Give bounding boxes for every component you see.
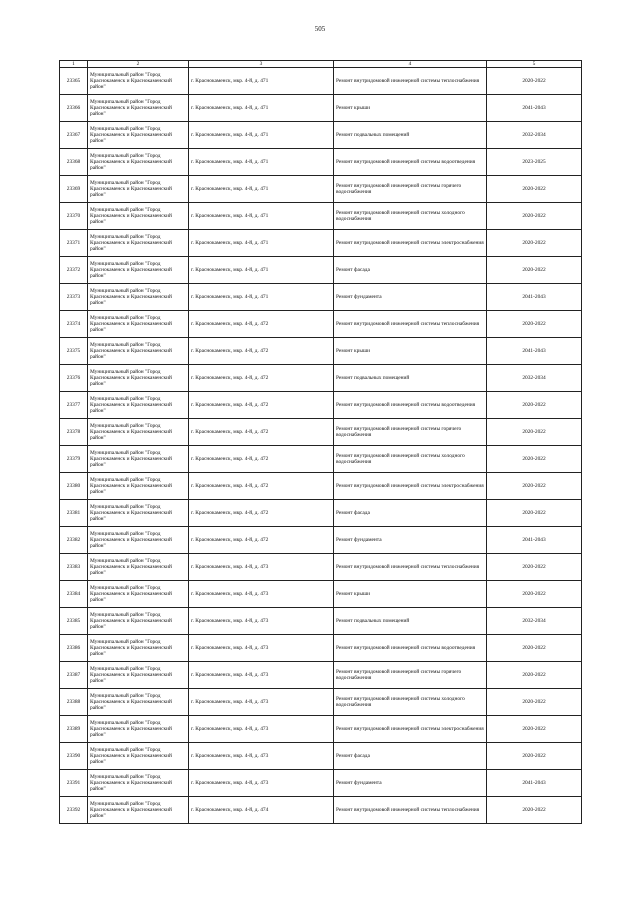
district-cell: Муниципальный район "Город Краснокаменск и Краснокаменский район"	[88, 122, 189, 149]
address-cell: г. Краснокаменск, мкр. 4-й, д. 474	[189, 797, 334, 824]
row-number-cell: 23369	[60, 176, 88, 203]
table-row	[60, 203, 582, 230]
row-number-cell: 23379	[60, 446, 88, 473]
period-cell: 2023-2025	[487, 149, 582, 176]
work-type-cell: Ремонт внутридомовой инженерной системы электроснабжения	[334, 716, 487, 743]
district-cell: Муниципальный район "Город Краснокаменск и Краснокаменский район"	[88, 149, 189, 176]
period-cell: 2020-2022	[487, 581, 582, 608]
row-number-cell: 23382	[60, 527, 88, 554]
table-row	[60, 149, 582, 176]
table-row	[60, 284, 582, 311]
work-type-cell: Ремонт фундамента	[334, 770, 487, 797]
row-number-cell: 23385	[60, 608, 88, 635]
district-cell: Муниципальный район "Город Краснокаменск и Краснокаменский район"	[88, 257, 189, 284]
table-row	[60, 446, 582, 473]
period-cell: 2020-2022	[487, 473, 582, 500]
work-type-cell: Ремонт внутридомовой инженерной системы водоотведения	[334, 149, 487, 176]
table-body	[60, 68, 582, 824]
row-number-cell: 23386	[60, 635, 88, 662]
work-type-cell: Ремонт внутридомовой инженерной системы электроснабжения	[334, 473, 487, 500]
period-cell: 2041-2043	[487, 95, 582, 122]
address-cell: г. Краснокаменск, мкр. 4-й, д. 471	[189, 122, 334, 149]
address-cell: г. Краснокаменск, мкр. 4-й, д. 471	[189, 284, 334, 311]
address-cell: г. Краснокаменск, мкр. 4-й, д. 472	[189, 365, 334, 392]
work-type-cell: Ремонт фундамента	[334, 284, 487, 311]
address-cell: г. Краснокаменск, мкр. 4-й, д. 471	[189, 95, 334, 122]
period-cell: 2041-2043	[487, 770, 582, 797]
row-number-cell: 23392	[60, 797, 88, 824]
district-cell: Муниципальный район "Город Краснокаменск и Краснокаменский район"	[88, 68, 189, 95]
table-row	[60, 743, 582, 770]
column-header: 1	[60, 61, 88, 68]
work-type-cell: Ремонт внутридомовой инженерной системы теплоснабжения	[334, 311, 487, 338]
period-cell: 2020-2022	[487, 257, 582, 284]
row-number-cell: 23373	[60, 284, 88, 311]
district-cell: Муниципальный район "Город Краснокаменск и Краснокаменский район"	[88, 338, 189, 365]
work-type-cell: Ремонт внутридомовой инженерной системы холодного водоснабжения	[334, 446, 487, 473]
address-cell: г. Краснокаменск, мкр. 4-й, д. 472	[189, 311, 334, 338]
row-number-cell: 23366	[60, 95, 88, 122]
row-number-cell: 23367	[60, 122, 88, 149]
column-header: 5	[487, 61, 582, 68]
district-cell: Муниципальный район "Город Краснокаменск и Краснокаменский район"	[88, 527, 189, 554]
district-cell: Муниципальный район "Город Краснокаменск и Краснокаменский район"	[88, 176, 189, 203]
row-number-cell: 23381	[60, 500, 88, 527]
work-type-cell: Ремонт фасада	[334, 743, 487, 770]
table-row	[60, 716, 582, 743]
address-cell: г. Краснокаменск, мкр. 4-й, д. 472	[189, 473, 334, 500]
row-number-cell: 23378	[60, 419, 88, 446]
work-type-cell: Ремонт фундамента	[334, 527, 487, 554]
period-cell: 2020-2022	[487, 230, 582, 257]
row-number-cell: 23374	[60, 311, 88, 338]
row-number-cell: 23375	[60, 338, 88, 365]
work-type-cell: Ремонт крыши	[334, 95, 487, 122]
period-cell: 2032-2034	[487, 608, 582, 635]
district-cell: Муниципальный район "Город Краснокаменск и Краснокаменский район"	[88, 635, 189, 662]
address-cell: г. Краснокаменск, мкр. 4-й, д. 471	[189, 176, 334, 203]
period-cell: 2020-2022	[487, 662, 582, 689]
period-cell: 2032-2034	[487, 365, 582, 392]
work-type-cell: Ремонт подвальных помещений	[334, 122, 487, 149]
address-cell: г. Краснокаменск, мкр. 4-й, д. 471	[189, 149, 334, 176]
work-type-cell: Ремонт внутридомовой инженерной системы холодного водоснабжения	[334, 689, 487, 716]
district-cell: Муниципальный район "Город Краснокаменск и Краснокаменский район"	[88, 554, 189, 581]
table-row	[60, 581, 582, 608]
district-cell: Муниципальный район "Город Краснокаменск и Краснокаменский район"	[88, 446, 189, 473]
work-type-cell: Ремонт внутридомовой инженерной системы горячего водоснабжения	[334, 419, 487, 446]
work-type-cell: Ремонт подвальных помещений	[334, 365, 487, 392]
period-cell: 2020-2022	[487, 743, 582, 770]
address-cell: г. Краснокаменск, мкр. 4-й, д. 472	[189, 527, 334, 554]
table-row	[60, 230, 582, 257]
period-cell: 2020-2022	[487, 797, 582, 824]
period-cell: 2020-2022	[487, 311, 582, 338]
row-number-cell: 23389	[60, 716, 88, 743]
table-row	[60, 311, 582, 338]
work-type-cell: Ремонт внутридомовой инженерной системы горячего водоснабжения	[334, 176, 487, 203]
column-number-row	[60, 61, 582, 68]
row-number-cell: 23377	[60, 392, 88, 419]
column-header: 4	[334, 61, 487, 68]
work-type-cell: Ремонт подвальных помещений	[334, 608, 487, 635]
row-number-cell: 23368	[60, 149, 88, 176]
page-number: 505	[314, 25, 326, 33]
period-cell: 2020-2022	[487, 554, 582, 581]
district-cell: Муниципальный район "Город Краснокаменск и Краснокаменский район"	[88, 392, 189, 419]
address-cell: г. Краснокаменск, мкр. 4-й, д. 473	[189, 770, 334, 797]
table-row	[60, 608, 582, 635]
row-number-cell: 23391	[60, 770, 88, 797]
row-number-cell: 23388	[60, 689, 88, 716]
district-cell: Муниципальный район "Город Краснокаменск и Краснокаменский район"	[88, 95, 189, 122]
work-type-cell: Ремонт внутридомовой инженерной системы водоотведения	[334, 392, 487, 419]
work-type-cell: Ремонт внутридомовой инженерной системы горячего водоснабжения	[334, 662, 487, 689]
period-cell: 2020-2022	[487, 500, 582, 527]
row-number-cell: 23384	[60, 581, 88, 608]
table-row	[60, 554, 582, 581]
address-cell: г. Краснокаменск, мкр. 4-й, д. 471	[189, 203, 334, 230]
table-row	[60, 500, 582, 527]
address-cell: г. Краснокаменск, мкр. 4-й, д. 473	[189, 581, 334, 608]
address-cell: г. Краснокаменск, мкр. 4-й, д. 473	[189, 554, 334, 581]
address-cell: г. Краснокаменск, мкр. 4-й, д. 471	[189, 257, 334, 284]
row-number-cell: 23383	[60, 554, 88, 581]
table-row	[60, 419, 582, 446]
address-cell: г. Краснокаменск, мкр. 4-й, д. 472	[189, 419, 334, 446]
table-row	[60, 68, 582, 95]
column-header: 2	[88, 61, 189, 68]
district-cell: Муниципальный район "Город Краснокаменск и Краснокаменский район"	[88, 581, 189, 608]
work-type-cell: Ремонт внутридомовой инженерной системы теплоснабжения	[334, 68, 487, 95]
table-row	[60, 473, 582, 500]
table-row	[60, 95, 582, 122]
district-cell: Муниципальный район "Город Краснокаменск и Краснокаменский район"	[88, 284, 189, 311]
period-cell: 2020-2022	[487, 203, 582, 230]
row-number-cell: 23376	[60, 365, 88, 392]
table-row	[60, 176, 582, 203]
row-number-cell: 23371	[60, 230, 88, 257]
address-cell: г. Краснокаменск, мкр. 4-й, д. 472	[189, 500, 334, 527]
district-cell: Муниципальный район "Город Краснокаменск и Краснокаменский район"	[88, 203, 189, 230]
work-type-cell: Ремонт крыши	[334, 581, 487, 608]
row-number-cell: 23390	[60, 743, 88, 770]
row-number-cell: 23372	[60, 257, 88, 284]
address-cell: г. Краснокаменск, мкр. 4-й, д. 473	[189, 635, 334, 662]
row-number-cell: 23380	[60, 473, 88, 500]
address-cell: г. Краснокаменск, мкр. 4-й, д. 472	[189, 446, 334, 473]
district-cell: Муниципальный район "Город Краснокаменск и Краснокаменский район"	[88, 365, 189, 392]
table-row	[60, 365, 582, 392]
table-header	[60, 61, 582, 68]
repair-schedule-table	[59, 60, 582, 824]
district-cell: Муниципальный район "Город Краснокаменск и Краснокаменский район"	[88, 797, 189, 824]
district-cell: Муниципальный район "Город Краснокаменск и Краснокаменский район"	[88, 230, 189, 257]
table-row	[60, 797, 582, 824]
table-row	[60, 770, 582, 797]
table-row	[60, 662, 582, 689]
period-cell: 2041-2043	[487, 527, 582, 554]
table-row	[60, 527, 582, 554]
period-cell: 2020-2022	[487, 176, 582, 203]
work-type-cell: Ремонт внутридомовой инженерной системы холодного водоснабжения	[334, 203, 487, 230]
period-cell: 2020-2022	[487, 716, 582, 743]
address-cell: г. Краснокаменск, мкр. 4-й, д. 472	[189, 392, 334, 419]
address-cell: г. Краснокаменск, мкр. 4-й, д. 473	[189, 716, 334, 743]
district-cell: Муниципальный район "Город Краснокаменск и Краснокаменский район"	[88, 311, 189, 338]
district-cell: Муниципальный район "Город Краснокаменск и Краснокаменский район"	[88, 419, 189, 446]
column-header: 3	[189, 61, 334, 68]
address-cell: г. Краснокаменск, мкр. 4-й, д. 473	[189, 743, 334, 770]
period-cell: 2020-2022	[487, 446, 582, 473]
address-cell: г. Краснокаменск, мкр. 4-й, д. 473	[189, 662, 334, 689]
district-cell: Муниципальный район "Город Краснокаменск и Краснокаменский район"	[88, 500, 189, 527]
table-row	[60, 689, 582, 716]
period-cell: 2032-2034	[487, 122, 582, 149]
period-cell: 2020-2022	[487, 419, 582, 446]
work-type-cell: Ремонт внутридомовой инженерной системы теплоснабжения	[334, 554, 487, 581]
table-row	[60, 257, 582, 284]
period-cell: 2020-2022	[487, 392, 582, 419]
period-cell: 2041-2043	[487, 338, 582, 365]
address-cell: г. Краснокаменск, мкр. 4-й, д. 473	[189, 689, 334, 716]
table-row	[60, 338, 582, 365]
row-number-cell: 23365	[60, 68, 88, 95]
address-cell: г. Краснокаменск, мкр. 4-й, д. 472	[189, 338, 334, 365]
period-cell: 2041-2043	[487, 284, 582, 311]
row-number-cell: 23370	[60, 203, 88, 230]
address-cell: г. Краснокаменск, мкр. 4-й, д. 473	[189, 608, 334, 635]
district-cell: Муниципальный район "Город Краснокаменск и Краснокаменский район"	[88, 473, 189, 500]
address-cell: г. Краснокаменск, мкр. 4-й, д. 471	[189, 68, 334, 95]
work-type-cell: Ремонт фасада	[334, 500, 487, 527]
period-cell: 2020-2022	[487, 635, 582, 662]
period-cell: 2020-2022	[487, 689, 582, 716]
row-number-cell: 23387	[60, 662, 88, 689]
table-row	[60, 635, 582, 662]
work-type-cell: Ремонт внутридомовой инженерной системы водоотведения	[334, 635, 487, 662]
work-type-cell: Ремонт фасада	[334, 257, 487, 284]
district-cell: Муниципальный район "Город Краснокаменск и Краснокаменский район"	[88, 770, 189, 797]
work-type-cell: Ремонт крыши	[334, 338, 487, 365]
address-cell: г. Краснокаменск, мкр. 4-й, д. 471	[189, 230, 334, 257]
table-row	[60, 392, 582, 419]
work-type-cell: Ремонт внутридомовой инженерной системы теплоснабжения	[334, 797, 487, 824]
district-cell: Муниципальный район "Город Краснокаменск и Краснокаменский район"	[88, 662, 189, 689]
district-cell: Муниципальный район "Город Краснокаменск и Краснокаменский район"	[88, 689, 189, 716]
district-cell: Муниципальный район "Город Краснокаменск и Краснокаменский район"	[88, 608, 189, 635]
table-row	[60, 122, 582, 149]
period-cell: 2020-2022	[487, 68, 582, 95]
district-cell: Муниципальный район "Город Краснокаменск и Краснокаменский район"	[88, 743, 189, 770]
district-cell: Муниципальный район "Город Краснокаменск и Краснокаменский район"	[88, 716, 189, 743]
work-type-cell: Ремонт внутридомовой инженерной системы электроснабжения	[334, 230, 487, 257]
